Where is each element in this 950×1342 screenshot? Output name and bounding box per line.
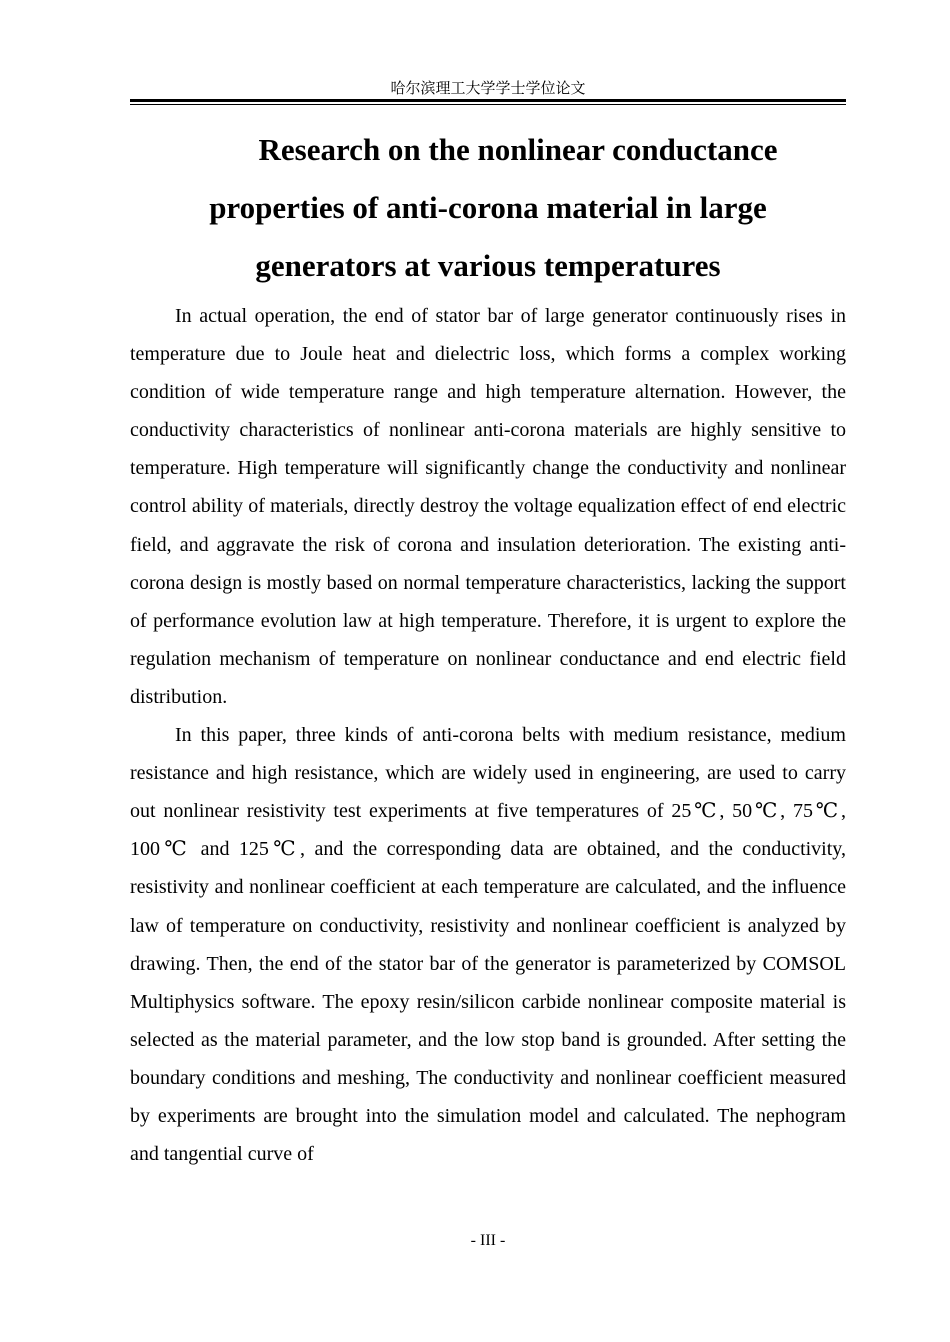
title-line-2: properties of anti-corona material in large xyxy=(209,190,767,225)
abstract-paragraph-1: In actual operation, the end of stator bar of large generator continuously rises in temperature due to Joule heat and dielectric loss, which forms a complex working condition of wide temperature range and high temperature alternation. However, the conductivity characteristics of nonlinear anti-corona materials are highly sensitive to temperature. High temperature will significantly change the conductivity and nonlinear control ability of materials, directly destroy the voltage equalization effect of end electric field, and aggravate the risk of corona and insulation deterioration. The existing anti-corona design is mostly based on normal temperature characteristics, lacking the support of performance evolution law at high temperature. Therefore, it is urgent to explore the regulation mechanism of temperature on nonlinear conductance and end electric field distribution. xyxy=(130,305,846,708)
title-line-3: generators at various temperatures xyxy=(255,248,721,283)
running-header: 哈尔滨理工大学学士学位论文 xyxy=(390,79,586,97)
header-rule-thick xyxy=(130,99,846,102)
abstract-body xyxy=(130,297,846,1173)
page-number: - III - xyxy=(470,1232,506,1249)
header-rule-thin xyxy=(130,104,846,105)
paper-title xyxy=(130,121,846,295)
title-line-1: Research on the nonlinear conductance xyxy=(258,132,778,167)
abstract-paragraph-2: In this paper, three kinds of anti-corona belts with medium resistance, medium resistance and high resistance, which are widely used in engineering, are used to carry out nonlinear resistivity test experiments at five temperatures of 25℃, 50℃, 75℃, 100℃ and 125℃, and the corresponding data are obtained, and the conductivity, resistivity and nonlinear coefficient at each temperature are calculated, and the influence law of temperature on conductivity, resistivity and nonlinear coefficient is analyzed by drawing. Then, the end of the stator bar of the generator is parameterized by COMSOL Multiphysics software. The epoxy resin/silicon carbide nonlinear composite material is selected as the material parameter, and the low stop band is grounded. After setting the boundary conditions and meshing, The conductivity and nonlinear coefficient measured by experiments are brought into the simulation model and calculated. The nephogram and tangential curve of xyxy=(130,724,846,1166)
